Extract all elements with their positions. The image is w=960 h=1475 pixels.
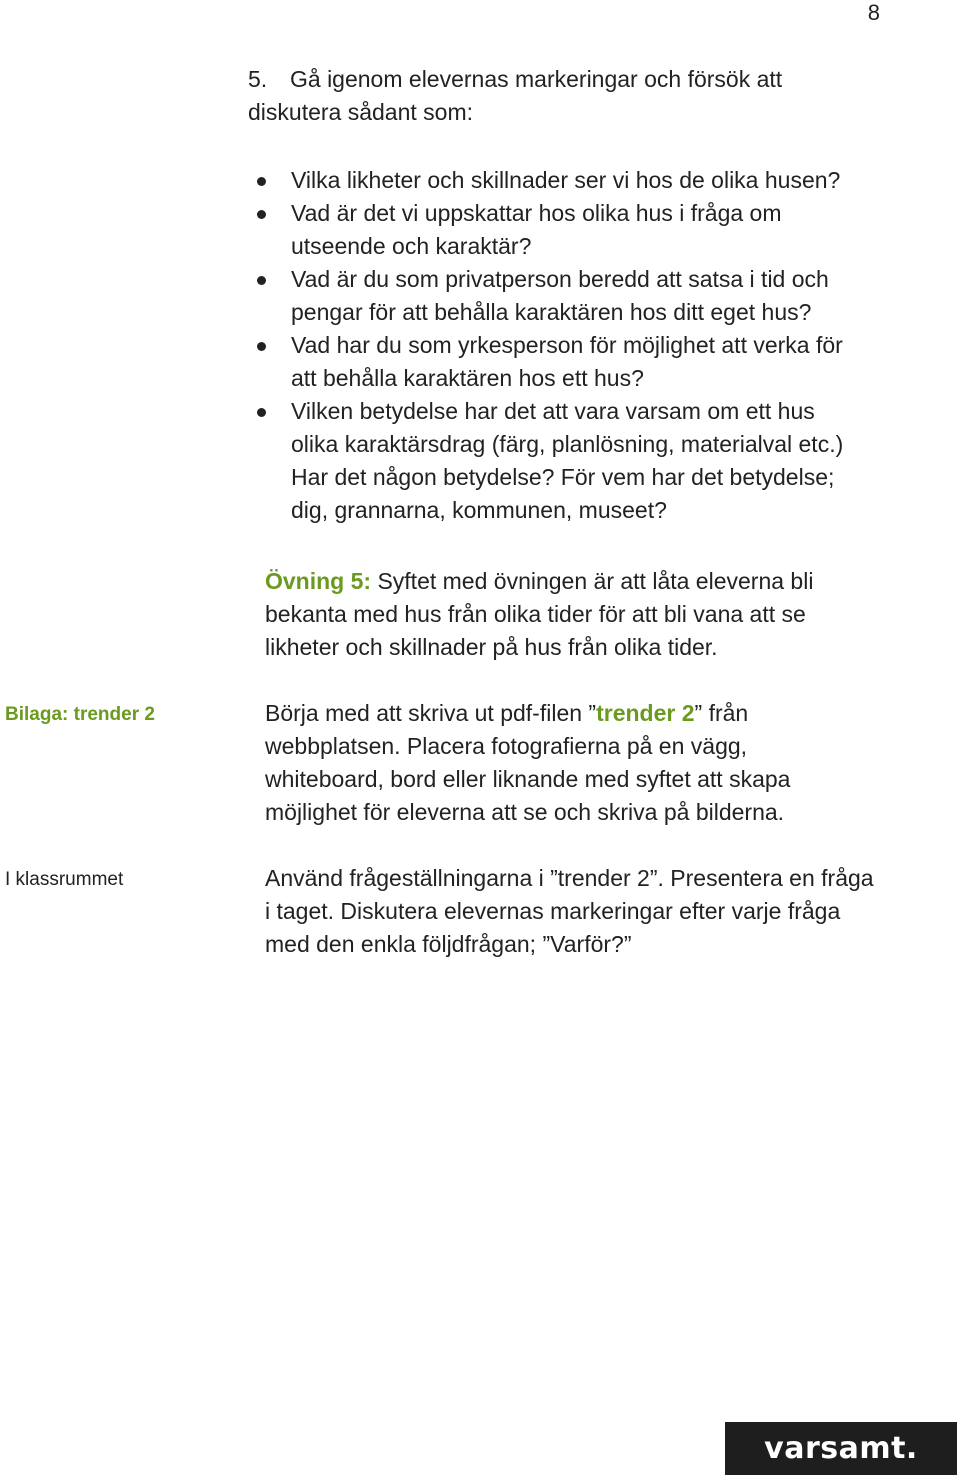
exercise-paragraph xyxy=(265,565,865,664)
page-number: 8 xyxy=(867,0,880,25)
question-list xyxy=(291,164,911,527)
list-item: Vad har du som yrkesperson för möjlighet att verka för att behålla karaktären hos ett hus? xyxy=(291,329,866,395)
step-number: 5. xyxy=(248,66,268,92)
bullet-icon xyxy=(257,210,266,219)
exercise-text: Syftet med övningen är att låta eleverna bli bekanta med hus från olika tider för att bli vana att se likheter och skillnader på hus från olika tider. xyxy=(265,568,814,660)
step-text-line1: Gå igenom elevernas markeringar och försök att xyxy=(290,66,783,92)
attachment-text-before: Börja med att skriva ut pdf-filen ” xyxy=(265,700,597,726)
classroom-text: Använd frågeställningarna i ”trender 2”. Presentera en fråga i taget. Diskutera elevernas markeringar efter varje fråga med den enkla följdfrågan; ”Varför?” xyxy=(265,865,874,957)
classroom-side-label: I klassrummet xyxy=(5,869,124,890)
logo-text: varsamt. xyxy=(764,1431,918,1466)
attachment-paragraph xyxy=(265,697,850,829)
varsamt-logo xyxy=(725,1422,957,1475)
attachment-side-label: Bilaga: trender 2 xyxy=(5,704,155,725)
step-5 xyxy=(248,63,888,129)
list-item: Vilka likheter och skillnader ser vi hos de olika husen? xyxy=(291,164,881,197)
bullet-icon xyxy=(257,276,266,285)
exercise-label: Övning 5: xyxy=(265,568,372,594)
bullet-icon xyxy=(257,177,266,186)
attachment-text-after: ” från webbplatsen. Placera fotografierna på en vägg, whiteboard, bord eller liknande med syftet att skapa möjlighet för eleverna att se och skriva på bilderna. xyxy=(265,700,791,825)
bullet-icon xyxy=(257,408,266,417)
step-text-line2: diskutera sådant som: xyxy=(248,99,474,125)
list-item: Vad är du som privatperson beredd att satsa i tid och pengar för att behålla karaktären hos ditt eget hus? xyxy=(291,263,881,329)
attachment-link: trender 2 xyxy=(596,700,695,726)
list-item: Vad är det vi uppskattar hos olika hus i fråga om utseende och karaktär? xyxy=(291,197,851,263)
bullet-icon xyxy=(257,342,266,351)
classroom-paragraph xyxy=(265,862,875,961)
list-item: Vilken betydelse har det att vara varsam om ett hus olika karaktärsdrag (färg, planlösning, materialval etc.) Har det någon betydelse? För vem har det betydelse; dig, grannarna, kommunen, museet? xyxy=(291,395,861,527)
